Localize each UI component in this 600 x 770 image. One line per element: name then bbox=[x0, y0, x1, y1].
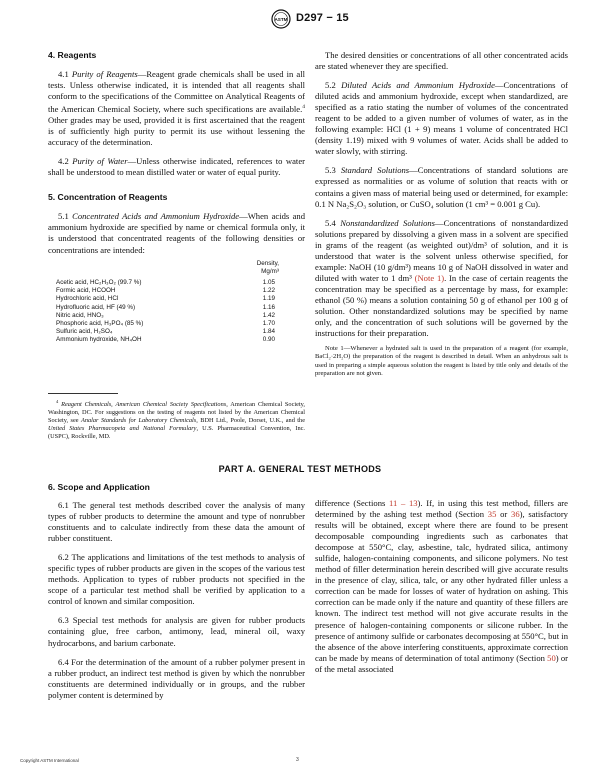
reagent-name: Hydrochloric acid, HCl bbox=[56, 295, 119, 303]
note-1: Note 1—Whenever a hydrated salt is used in the preparation of a reagent (for example, BaCl₂·2H₂O) the preparation of the reagent is described in detail. When an anhydrous salt is used in preparing a simple aqueous solution the reagent is listed by title only and details of the preparation are not given. bbox=[315, 345, 568, 378]
section-35-link[interactable]: 35 bbox=[487, 509, 497, 520]
paragraph-5-1-continued: The desired densities or concentrations of all other concentrated acids are stated whenever they are specified. bbox=[315, 50, 568, 72]
page-number: 3 bbox=[296, 757, 299, 763]
paragraph-title: Concentrated Acids and Ammonium Hydroxide bbox=[72, 211, 240, 222]
reagent-density-table bbox=[48, 260, 305, 345]
table-row bbox=[48, 328, 305, 336]
sections-link[interactable]: 11 – 13 bbox=[389, 498, 418, 508]
reagent-name: Nitric acid, HNO₃ bbox=[56, 311, 104, 319]
table-row bbox=[48, 279, 305, 287]
table-row bbox=[48, 320, 305, 328]
paragraph-5-1: 5.1 Concentrated Acids and Ammonium Hydroxide—When acids and ammonium hydroxide are specified by name or chemical formula only, it is understood that concentrated reagents of the following densities or concentrations are intended: bbox=[48, 211, 305, 255]
table-row bbox=[48, 295, 305, 303]
table-row bbox=[48, 304, 305, 312]
note-1-link[interactable]: (Note 1) bbox=[414, 272, 445, 283]
paragraph-5-3: 5.3 Standard Solutions—Concentrations of standard solutions are expressed as normalities or as volume of solution that reacts with or contains a given mass of material being used or determined, for example: 0.1 N Na₂S₂O₃ solution, or CuSO₄ solution (1 cm³ = 0.001 g Cu). bbox=[315, 165, 568, 209]
paragraph-5-2: 5.2 Diluted Acids and Ammonium Hydroxide—Concentrations of diluted acids and ammonium hydroxide, except when standardized, are specified as a ratio stating the number of volumes of the concentrated reagent to be added to a given number of volumes of water, as in the following example: HCl (1 + 9) means 1 volume of concentrated HCl (density 1.19) mixed with 9 volumes of water. Acids shall be added to water slowly, with stirring. bbox=[315, 80, 568, 157]
reagent-name: Formic acid, HCOOH bbox=[56, 287, 116, 295]
paragraph-4-1: 4.1 Purity of Reagents—Reagent grade chemicals shall be used in all tests. Unless otherwise indicated, it is intended that all reagents shall conform to the specifications of the Committee on Analytical Reagents of the American Chemical Society, where such specifications are available.$^4$ Other grades may be used, provided it is first ascertained that the reagent is of sufficiently high purity to permit its use without lessening the accuracy of the determination. bbox=[48, 69, 305, 148]
paragraph-title: Standard Solutions bbox=[340, 165, 410, 176]
left-column bbox=[48, 50, 305, 345]
footnote-ref[interactable]: 4 bbox=[302, 104, 305, 111]
reagent-name: Phosphoric acid, H₃PO₄ (85 %) bbox=[56, 319, 144, 327]
reagent-density: 1.84 bbox=[262, 328, 275, 336]
paragraph-title: Purity of Reagents bbox=[71, 69, 138, 80]
paragraph-title: Purity of Water bbox=[72, 156, 128, 167]
footnote-4: $^4$ Reagent Chemicals, American Chemical Society Specifications, American Chemical Society, Washington, DC. For suggestions on the testing of reagents not listed by the American Chemical Society, see Analar Standards for Laboratory Chemicals, BDH Ltd., Poole, Dorset, U.K., and the United States Pharmacopeia and National Formulary, U.S. Pharmaceutical Convention, Inc. (USPC), Rockville, MD. bbox=[48, 399, 305, 441]
table-header-units: Mg/m³ bbox=[261, 267, 279, 275]
reagent-name: Hydrofluoric acid, HF (49 %) bbox=[56, 303, 136, 311]
paragraph-6-3: 6.3 Special test methods for analysis are given for rubber products containing glue, free carbon, antimony, lead, mineral oil, waxy hydrocarbons, and barium carbonate. bbox=[48, 615, 305, 648]
copyright-notice: Copyright ASTM International bbox=[20, 758, 79, 763]
reagent-density: 1.70 bbox=[262, 319, 275, 327]
paragraph-title: Nonstandardized Solutions bbox=[340, 217, 436, 228]
table-row bbox=[48, 287, 305, 295]
svg-text:ASTM: ASTM bbox=[274, 17, 288, 22]
reagent-name: Acetic acid, HC₂H₃O₂ (99.7 %) bbox=[56, 278, 142, 286]
right-column bbox=[315, 50, 568, 378]
reagent-density: 0.90 bbox=[262, 336, 275, 344]
paragraph-6-1: 6.1 The general test methods described cover the analysis of many types of rubber products to determine the amount and type of nonrubber constituents and to calculate indirectly from these data the amount of rubber constituent. bbox=[48, 500, 305, 544]
paragraph-4-2: 4.2 Purity of Water—Unless otherwise indicated, references to water shall be understood to mean distilled water or water of equal purity. bbox=[48, 156, 305, 178]
table-header-density: Density, bbox=[256, 259, 279, 267]
reagent-density: 1.19 bbox=[262, 295, 275, 303]
section-5-heading: 5. Concentration of Reagents bbox=[48, 192, 168, 203]
section-36-link[interactable]: 36 bbox=[511, 509, 520, 520]
table-row bbox=[48, 336, 305, 344]
section-6-heading: 6. Scope and Application bbox=[48, 482, 150, 492]
astm-logo-icon bbox=[270, 9, 292, 29]
section-50-link[interactable]: 50 bbox=[547, 652, 556, 663]
paragraph-5-4: 5.4 Nonstandardized Solutions—Concentrations of nonstandardized solutions prepared by dissolving a given mass in a solvent are specified in grams of the reagent (as weighted out)/dm³ of solution, and it is understood that water is the solvent unless otherwise specified, for example: NaOH (10 g/dm³) means 10 g of NaOH dissolved in water and diluted with water to 1 dm³ (Note 1). In the case of certain reagents the concentration may be specified as a percentage by mass, for example: ethanol (50 %) means a solution containing 50 g of ethanol per 100 g of solution. Other nonstandardized solutions may be specified by name only, and the concentration of such solutions will be governed by the instructions for their preparation. bbox=[315, 217, 568, 339]
reagent-density: 1.05 bbox=[262, 278, 275, 286]
reagent-name: Sulfuric acid, H₂SO₄ bbox=[56, 328, 113, 336]
left-column-section-6 bbox=[48, 500, 305, 705]
page-header bbox=[0, 8, 600, 32]
paragraph-6-2: 6.2 The applications and limitations of the test methods to analysis of specific types of rubber products are given in the scopes of the various test methods. Application to types of rubber products not specified in the scope of a particular test method shall be verified by application to a control of known and similar composition. bbox=[48, 552, 305, 607]
reagent-density: 1.42 bbox=[262, 311, 275, 319]
paragraph-6-4: 6.4 For the determination of the amount of a rubber polymer present in a rubber product, an indirect test method is given by which the nonrubber constituents are determined individually or in groups, and the rubber polymer content is determined by bbox=[48, 656, 305, 700]
paragraph-6-4-continued: difference (Sections 11 – 13). If, in using this test method, fillers are determined by the ashing test method (Section 35 or 36), satisfactory results will be obtained, except where there are found to be present decomposable compounding ingredients such as carbonates that decompose at 550°C, clay, asbestine, talc, hydrated silica, antimony sulfide, halogen-containing components, and silicone polymers. No test method of filler determination herein described will give accurate results in the presence of clay, silica, talc, or any other hydrated filler unless a correction can be made for losses of water of hydration on ashing. This correction can be made only if the nature and quantity of these fillers are known. The indirect test method will not give accurate results in the presence of halogen-containing components or silicone rubber. In the presence of antimony sulfide or carbonates decomposing at 550°C, but in the absence of the above interfering constituents, approximate correction can be made by means of determination of total antimony (Section 50) or of the metal associated bbox=[315, 498, 569, 674]
reagent-name: Ammonium hydroxide, NH₄OH bbox=[56, 336, 142, 344]
paragraph-title: Diluted Acids and Ammonium Hydroxide bbox=[341, 80, 495, 91]
section-4-heading: 4. Reagents bbox=[48, 50, 97, 60]
document-id: D297 − 15 bbox=[296, 12, 349, 24]
footnote-rule bbox=[48, 393, 118, 394]
reagent-density: 1.22 bbox=[262, 287, 275, 295]
right-column-section-6 bbox=[315, 498, 568, 679]
table-row bbox=[48, 312, 305, 320]
reagent-density: 1.16 bbox=[262, 303, 275, 311]
part-a-title: PART A. GENERAL TEST METHODS bbox=[218, 464, 382, 474]
